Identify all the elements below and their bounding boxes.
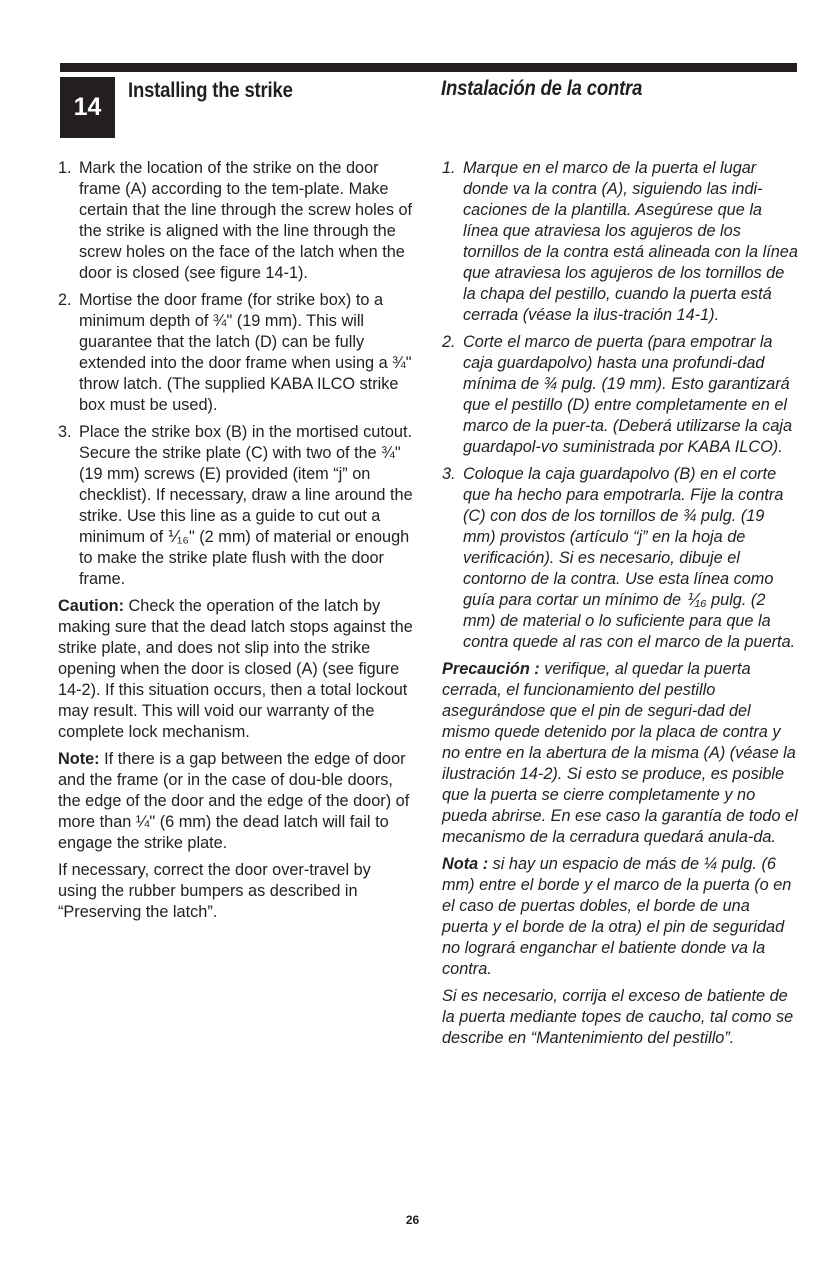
section-title-en: Installing the strike xyxy=(128,79,293,102)
note-paragraph-en: Note: If there is a gap between the edge of door and the frame (or in the case of dou-ble doors, the edge of the door and the edge of the door) of more than ¼" (6 mm) the dead latch will fail to engage the strike plate. xyxy=(58,750,410,852)
caution-paragraph-es: Precaución : verifique, al quedar la puerta cerrada, el funcionamiento del pestillo asegurándose que el pin de seguri-dad del mismo quede detenido por la placa de contra y no entre en la abertura de la misma (A) (véase la ilustración 14-2). Si esto se produce, es posible que la puerta se cierre completamente y no pueda abrirse. En ese caso la garantía de todo el mecanismo de la cerradura quedará anula-da. xyxy=(442,660,798,846)
final-paragraph-es: Si es necesario, corrija el exceso de batiente de la puerta mediante topes de caucho, tal como se describe en “Mantenimiento del pestillo”. xyxy=(442,987,794,1047)
steps-list-en xyxy=(58,158,414,590)
step-item: 2. Mortise the door frame (for strike box) to a minimum depth of ¾" (19 mm). This will guarantee that the latch (D) can be fully extended into the door frame when using a ¾" throw latch. (The supplied KABA ILCO strike box must be used). xyxy=(58,291,412,414)
caution-paragraph-en: Caution: Check the operation of the latch by making sure that the dead latch stops against the strike plate, and does not slip into the strike opening when the door is closed (A) (see figure 14-2). If this situation occurs, then a total lockout may result. This will void our warranty of the complete lock mechanism. xyxy=(58,597,413,741)
column-spanish xyxy=(442,158,800,1055)
steps-list-es xyxy=(442,158,800,653)
step-item: 3. Coloque la caja guardapolvo (B) en el corte que ha hecho para empotrarla. Fije la contra (C) con dos de los tornillos de ¾ pulg. (19 mm) provistos (artículo “j” en la hoja de verificación). Si es necesario, dibuje el contorno de la contra. Use esta línea como guía para cortar un mínimo de ⅟₁₆ pulg. (2 mm) de material o lo suficiente para que la contra quede al ras con el marco de la puerta. xyxy=(442,465,796,651)
step-item: 3. Place the strike box (B) in the mortised cutout. Secure the strike plate (C) with two of the ¾" (19 mm) screws (E) provided (item “j” on checklist). If necessary, draw a line around the strike. Use this line as a guide to cut out a minimum of ⅟₁₆" (2 mm) of material or enough to make the strike plate flush with the door frame. xyxy=(58,423,413,588)
caution-label: Caution: xyxy=(58,597,125,615)
step-item: 1. Marque en el marco de la puerta el lugar donde va la contra (A), siguiendo las indi-caciones de la plantilla. Asegúrese que la línea que atraviesa los agujeros de los tornillos de la contra está alineada con la línea que atraviesa los agujeros de los tornillos de la chapa del pestillo, cuando la puerta está cerrada (véase la ilus-tración 14-1). xyxy=(442,159,798,324)
step-item: 1. Mark the location of the strike on the door frame (A) according to the tem-plate. Make certain that the line through the screw holes of the strike is aligned with the line through the screw holes on the face of the latch when the door is closed (see figure 14-1). xyxy=(58,159,413,282)
note-paragraph-es: Nota : si hay un espacio de más de ¼ pulg. (6 mm) entre el borde y el marco de la puerta (o en el caso de puertas dobles, el borde de una puerta y el borde de la otra) el pin de seguridad no logrará enganchar el batiente donde va la contra. xyxy=(442,855,792,978)
note-label: Note: xyxy=(58,750,100,768)
step-item: 2. Corte el marco de puerta (para empotrar la caja guardapolvo) hasta una profundi-dad mínima de ¾ pulg. (19 mm). Esto garantizará que el pestillo (D) entre completamente en el marco de la puer-ta. (Deberá utilizarse la caja guardapol-vo suministrada por KABA ILCO). xyxy=(442,333,793,456)
caution-label: Precaución : xyxy=(442,660,540,678)
note-label: Nota : xyxy=(442,855,489,873)
final-paragraph-en: If necessary, correct the door over-travel by using the rubber bumpers as described in “Preserving the latch”. xyxy=(58,861,371,921)
column-english xyxy=(58,158,414,929)
top-rule xyxy=(60,63,797,72)
section-title-es: Instalación de la contra xyxy=(441,77,643,100)
step-number-badge: 14 xyxy=(60,77,115,138)
page-number: 26 xyxy=(405,1213,420,1227)
